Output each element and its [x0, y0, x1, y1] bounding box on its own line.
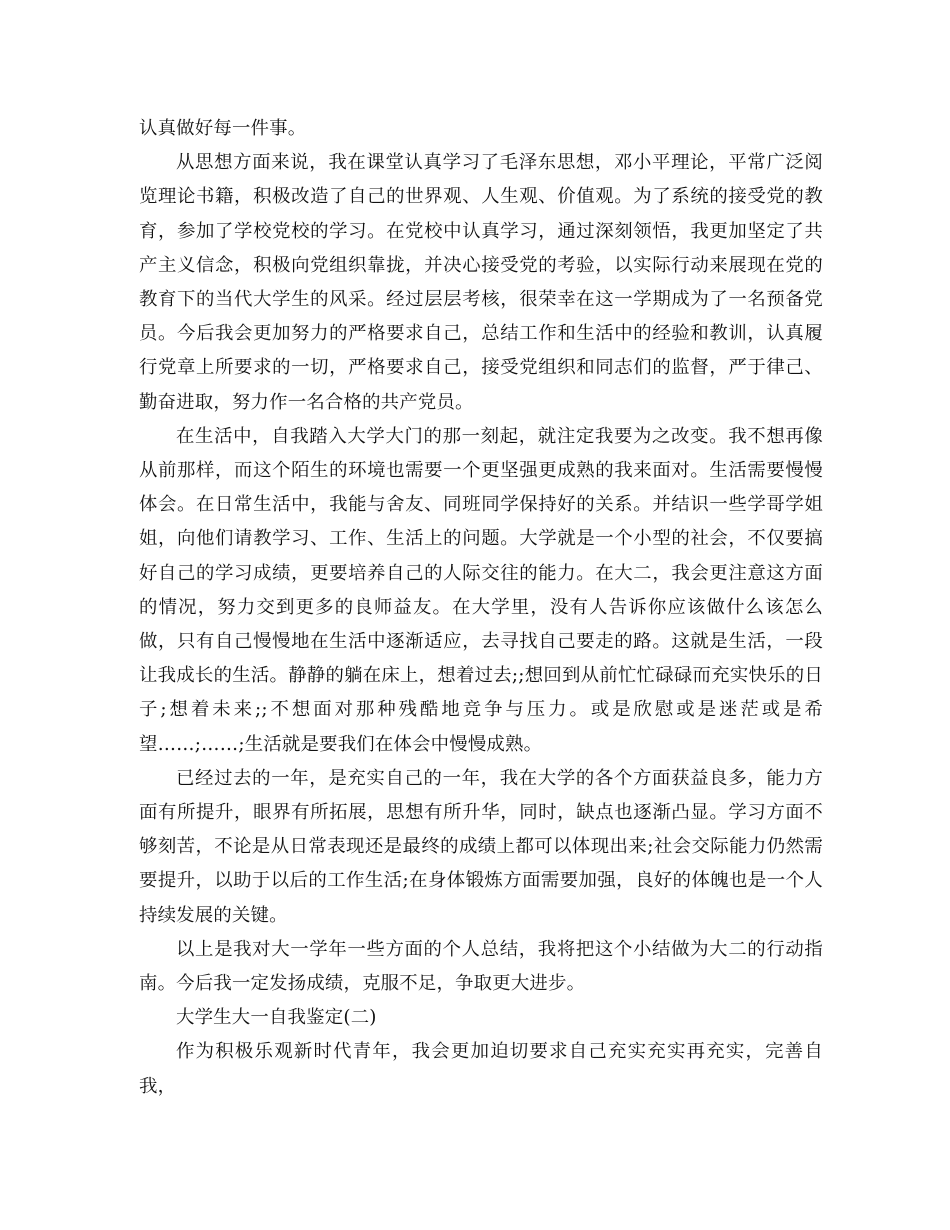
paragraph-summary: 以上是我对大一学年一些方面的个人总结，我将把这个小结做为大二的行动指南。今后我一定发扬成绩，克服不足，争取更大进步。 — [139, 938, 823, 995]
paragraph-continuation: 认真做好每一件事。 — [139, 118, 307, 139]
paragraph-ideology: 从思想方面来说，我在课堂认真学习了毛泽东思想，邓小平理论，平常广泛阅览理论书籍，积极改造了自己的世界观、人生观、价值观。为了系统的接受党的教育，参加了学校党校的学习。在党校中认真学习，通过深刻领悟，我更加坚定了共产主义信念，积极向党组织靠拢，并决心接受党的考验，以实际行动来展现在党的教育下的当代大学生的风采。经过层层考核，很荣幸在这一学期成为了一名预备党员。今后我会更加努力的严格要求自己，总结工作和生活中的经验和教训，认真履行党章上所要求的一切，严格要求自己，接受党组织和同志们的监督，严于律己、勤奋进取，努力作一名合格的共产党员。 — [139, 152, 823, 413]
paragraph-reflection: 已经过去的一年，是充实自己的一年，我在大学的各个方面获益良多，能力方面有所提升，眼界有所拓展，思想有所升华，同时，缺点也逐渐凸显。学习方面不够刻苦，不论是从日常表现还是最终的成绩上都可以体现出来;社会交际能力仍然需要提升，以助于以后的工作生活;在身体锻炼方面需要加强，良好的体魄也是一个人持续发展的关键。 — [139, 767, 823, 926]
paragraph-next-section: 作为积极乐观新时代青年，我会更加迫切要求自己充实充实再充实，完善自我， — [139, 1041, 823, 1097]
section-title: 大学生大一自我鉴定(二) — [176, 1007, 377, 1029]
document-body — [139, 112, 823, 1104]
paragraph-life: 在生活中，自我踏入大学大门的那一刻起，就注定我要为之改变。我不想再像从前那样，而这个陌生的环境也需要一个更坚强更成熟的我来面对。生活需要慢慢体会。在日常生活中，我能与舍友、同班同学保持好的关系。并结识一些学哥学姐姐，向他们请教学习、工作、生活上的问题。大学就是一个小型的社会，不仅要搞好自己的学习成绩，更要培养自己的人际交往的能力。在大二，我会更注意这方面的情况，努力交到更多的良师益友。在大学里，没有人告诉你应该做什么该怎么做，只有自己慢慢地在生活中逐渐适应，去寻找自己要走的路。这就是生活，一段让我成长的生活。静静的躺在床上，想着过去;;想回到从前忙忙碌碌而充实快乐的日子;想着未来;;不想面对那种残酷地竞争与压力。或是欣慰或是迷茫或是希望……;……;生活就是要我们在体会中慢慢成熟。 — [139, 425, 823, 755]
